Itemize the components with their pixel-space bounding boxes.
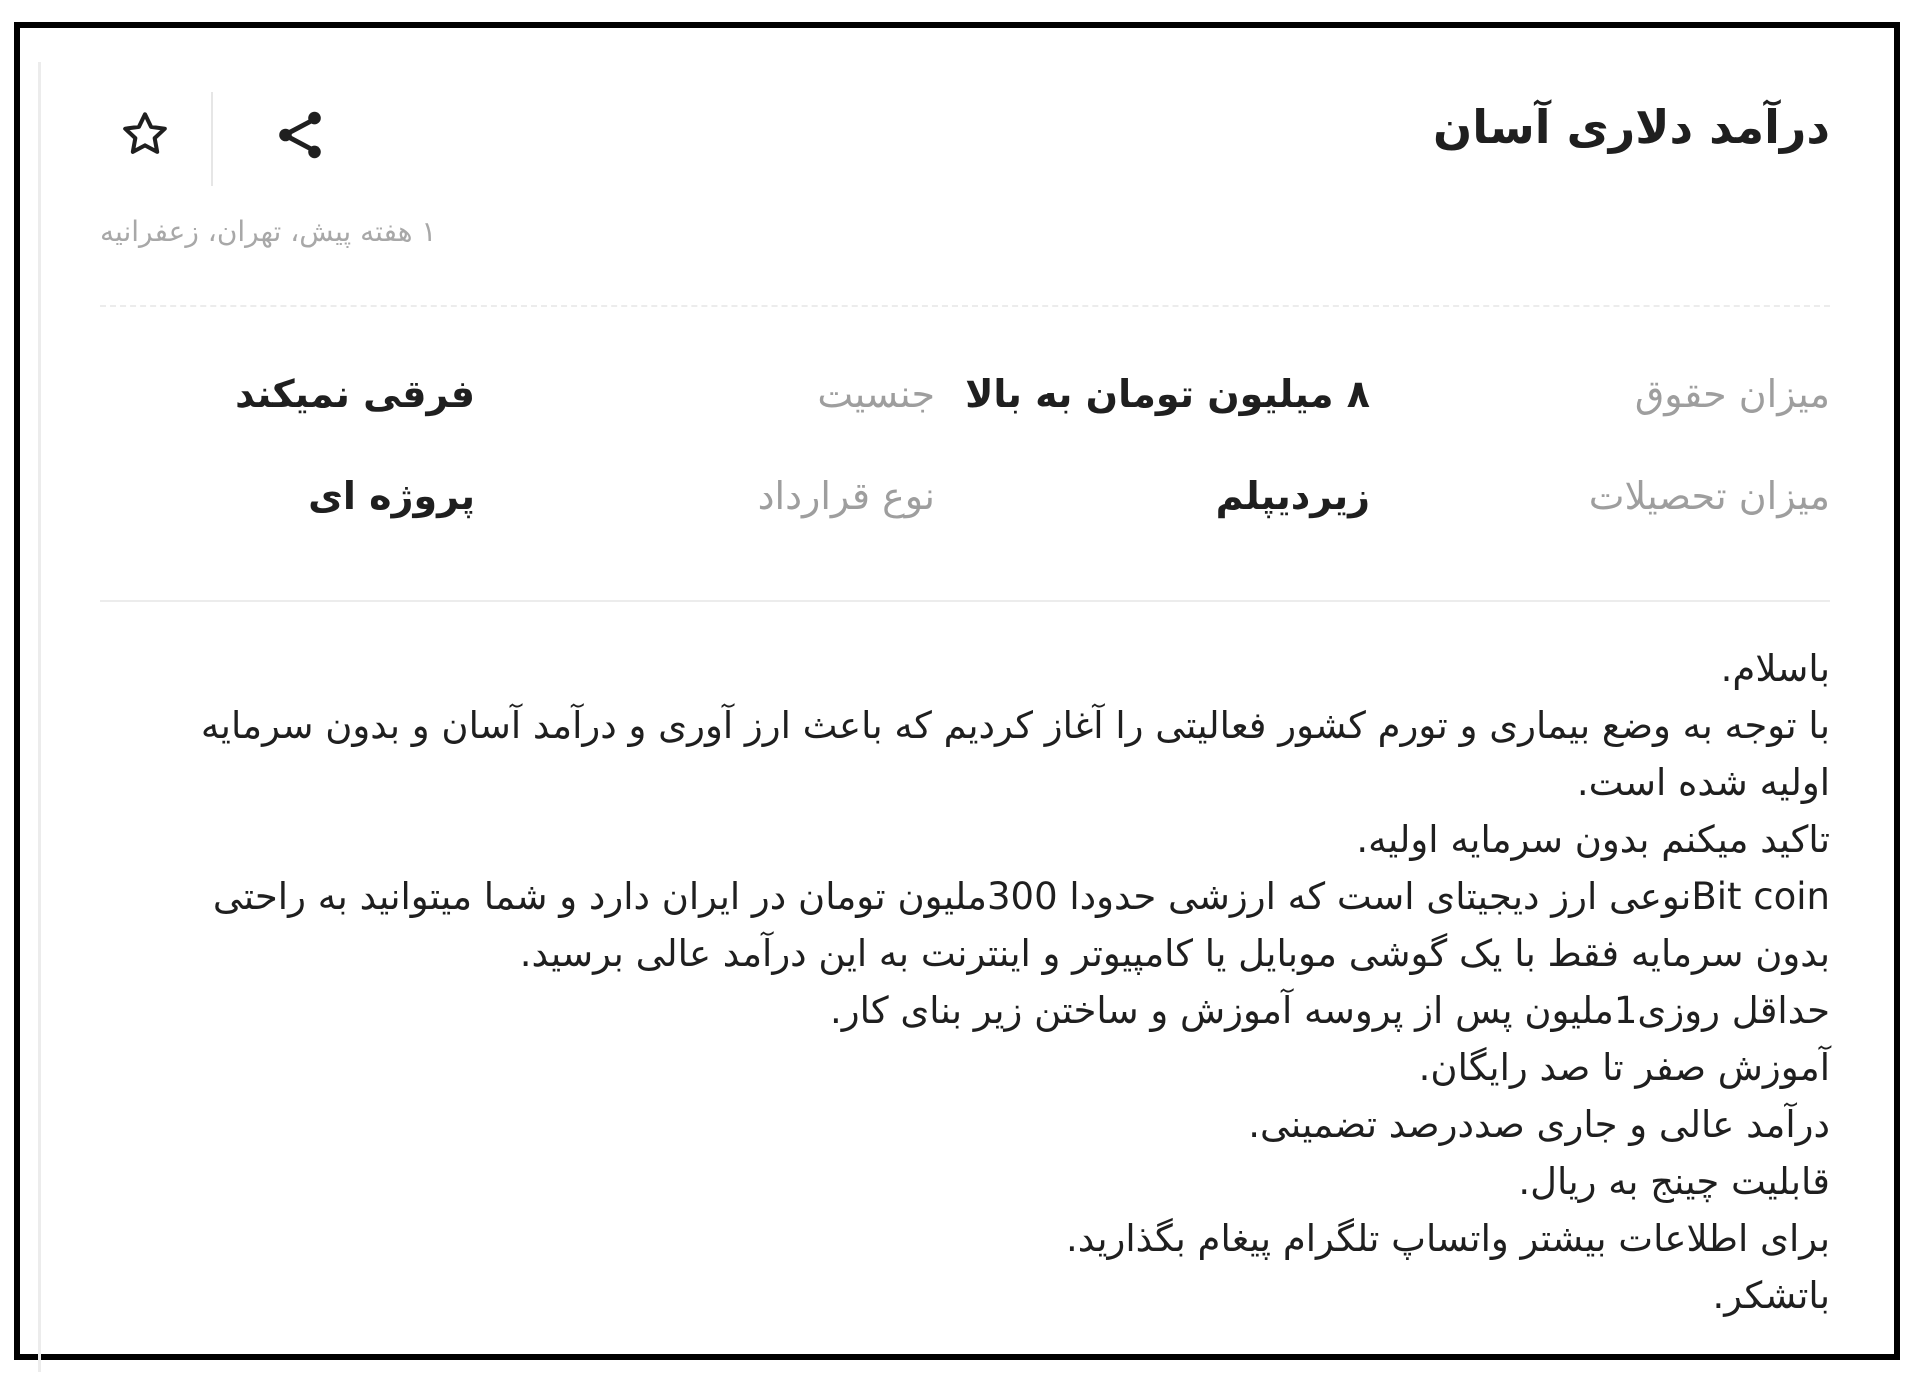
ad-header <box>100 60 1830 200</box>
gender-label: جنسیت <box>817 372 935 416</box>
contract-label: نوع قرارداد <box>757 474 935 518</box>
attributes-row-2 <box>100 474 1830 534</box>
gender-value: فرقی نمیکند <box>235 372 475 416</box>
share-icon <box>271 106 329 168</box>
actions-divider <box>211 92 213 186</box>
attributes-row-1 <box>100 372 1830 432</box>
ad-detail-card <box>100 60 1830 1340</box>
header-divider <box>100 305 1830 307</box>
description-line: درآمد عالی و جاری صددرصد تضمینی. <box>1248 1103 1830 1146</box>
contract-value: پروژه ای <box>308 474 475 518</box>
share-button[interactable] <box>255 92 345 182</box>
description-line: تاکید میکنم بدون سرمایه اولیه. <box>1356 818 1830 861</box>
description-line: آموزش صفر تا صد رایگان. <box>1418 1046 1830 1089</box>
description-line: باسلام. <box>1720 647 1830 690</box>
salary-value: ۸ میلیون تومان به بالا <box>965 372 1370 416</box>
description-line: حداقل روزی1ملیون پس از پروسه آموزش و ساختن زیر بنای کار. <box>830 989 1830 1032</box>
description-line: قابلیت چینج به ریال. <box>1518 1160 1830 1203</box>
salary-label: میزان حقوق <box>1634 372 1830 416</box>
education-label: میزان تحصیلات <box>1588 474 1830 518</box>
education-value: زیردیپلم <box>1215 474 1370 518</box>
ad-actions <box>100 92 340 192</box>
description-line: Bit coinنوعی ارز دیجیتای است که ارزشی حدودا 300ملیون تومان در ایران دارد و شما میتوانید به راحتی بدون سرمایه فقط با یک گوشی موبایل یا کامپیوتر و اینترنت به این درآمد عالی برسید. <box>212 875 1830 975</box>
description-line: با توجه به وضع بیماری و تورم کشور فعالیتی را آغاز کردیم که باعث ارز آوری و درآمد آسان و بدون سرمایه اولیه شده است. <box>200 704 1830 804</box>
ad-title: درآمد دلاری آسان <box>1433 100 1830 154</box>
star-icon <box>118 108 172 166</box>
description-line: باتشکر. <box>1712 1274 1830 1317</box>
bookmark-button[interactable] <box>100 92 190 182</box>
ad-description <box>100 640 1830 1324</box>
attributes-divider <box>100 600 1830 602</box>
description-line: برای اطلاعات بیشتر واتساپ تلگرام پیغام بگذارید. <box>1066 1217 1830 1260</box>
ad-meta-info: ۱ هفته پیش، تهران، زعفرانیه <box>100 215 437 248</box>
left-rule-divider <box>38 62 41 1372</box>
